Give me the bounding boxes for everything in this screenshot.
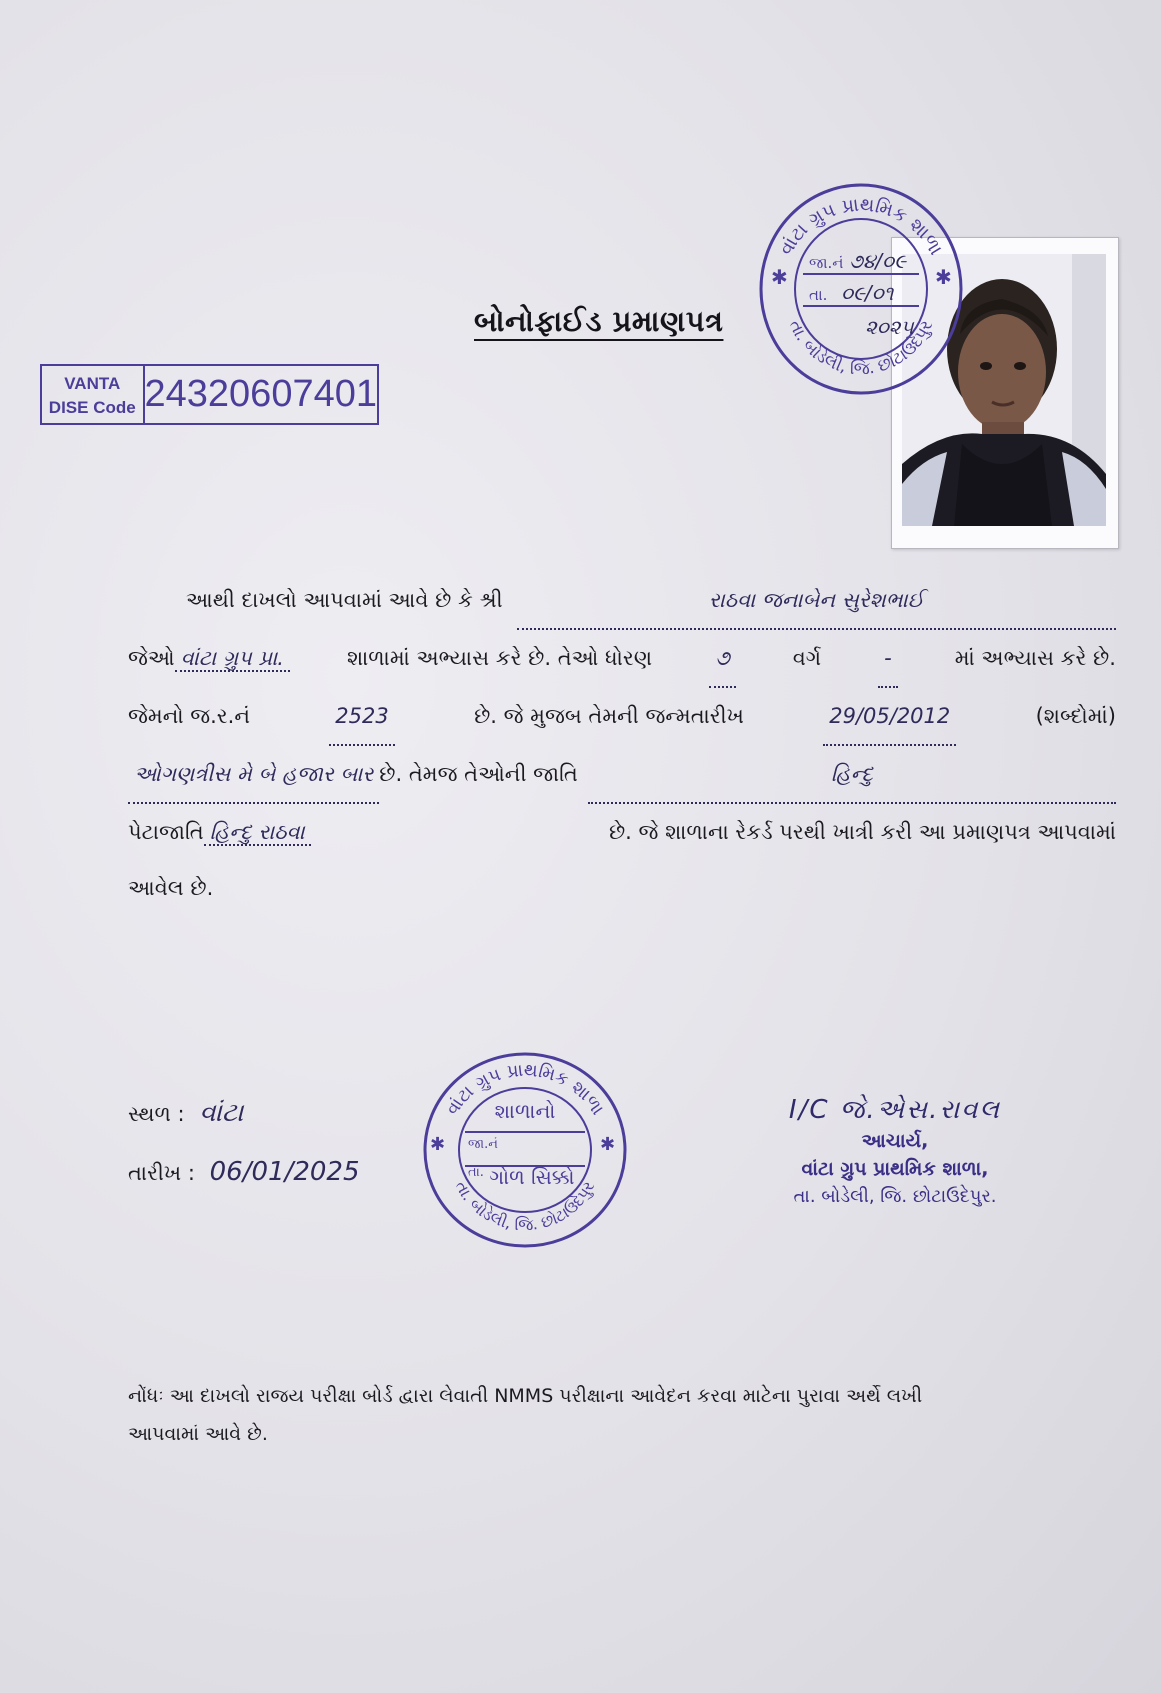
school-name-handwritten: વાંટા ગ્રુપ પ્રા. (175, 646, 290, 672)
date-of-birth: 29/05/2012 (823, 688, 956, 746)
note-line-2: આપવામાં આવે છે. (128, 1423, 268, 1445)
center-seal-bottom-text: તા. બોડેલી, જિ. છોટાઉદેપુર (451, 1177, 599, 1235)
top-seal-ring-text: વાંટા ગ્રુપ પ્રાથમિક શાળા (774, 193, 947, 260)
dise-code-stamp (40, 364, 379, 425)
body-line-2 (128, 630, 1116, 688)
center-seal-ring-text: વાંટા ગ્રુપ પ્રાથમિક શાળા (441, 1059, 609, 1120)
star-icon: ✱ (430, 1134, 446, 1155)
subcaste-value: હિન્દુ રાઠવા (204, 820, 311, 846)
center-seal-line1: શાળાનો (494, 1099, 556, 1123)
caste-value: હિન્દુ (588, 746, 1116, 804)
body-text: છે. જે મુજબ તેમની જન્મતારીખ (474, 704, 744, 728)
gr-number: 2523 (329, 688, 394, 746)
body-text: છે. જે શાળાના રેકર્ડ પરથી ખાત્રી કરી આ પ્રમાણપત્ર આપવામાં (608, 820, 1116, 844)
center-school-seal (420, 1048, 630, 1252)
note-line-1: નોંધઃ આ દાખલો રાજય પરીક્ષા બોર્ડ દ્વારા લેવાતી NMMS પરીક્ષાના આવેદન કરવા માટેના પુરાવા અર્થે લખી (128, 1385, 923, 1407)
student-name: રાઠવા જનાબેન સુરેશભાઈ (517, 572, 1116, 630)
signature-address: તા. બોડેલી, જિ. છોટાઉદેપુર. (793, 1186, 997, 1207)
signature-handwritten: I/C જે.એસ.રાવલ (788, 1095, 1002, 1125)
body-text: વર્ગ (792, 646, 822, 670)
division-value: - (878, 630, 898, 688)
center-seal-line1-label: જા.નં (468, 1137, 498, 1152)
top-seal-line1-label: જા.નં (809, 254, 844, 272)
certificate-title: બોનોફાઈડ પ્રમાણપત્ર (474, 304, 724, 338)
date-label: તારીખ : (128, 1161, 195, 1185)
body-text: પેટાજાતિ (128, 820, 204, 844)
signature-school: વાંટા ગ્રુપ પ્રાથમિક શાળા, (801, 1158, 989, 1180)
body-text: જેમનો જ.ર.નં (128, 704, 250, 728)
footer-note (128, 1377, 1068, 1453)
place-field (128, 1098, 243, 1129)
principal-signature-block (745, 1095, 1045, 1207)
dise-label-line2: DISE Code (48, 398, 136, 417)
top-seal-line3-value: ૨૦૨૫ (865, 315, 914, 339)
star-icon: ✱ (771, 265, 788, 289)
dise-code-value: 24320607401 (144, 373, 377, 415)
body-line-6 (128, 860, 1116, 916)
body-line-3 (128, 688, 1116, 746)
place-label: સ્થળ : (128, 1102, 185, 1126)
place-value: વાંટા (199, 1098, 244, 1128)
body-text: માં અભ્યાસ કરે છે. (954, 646, 1116, 670)
dob-in-words: ઓગણત્રીસ મે બે હજાર બાર (128, 746, 379, 804)
certificate-body (128, 572, 1116, 916)
dise-label (42, 366, 145, 423)
center-seal-line2: ગોળ સિક્કો (489, 1165, 575, 1189)
top-seal-line2-label: તા. (809, 286, 828, 304)
star-icon: ✱ (600, 1134, 616, 1155)
body-text: જેઓ (128, 646, 175, 670)
body-text: (શબ્દોમાં) (1035, 704, 1116, 728)
body-text: છે. તેમજ તેઓની જાતિ (379, 762, 578, 786)
date-value: 06/01/2025 (209, 1157, 360, 1187)
body-line-1 (128, 572, 1116, 630)
body-line-5 (128, 804, 1116, 860)
top-school-seal (753, 178, 969, 400)
center-seal-line2-label: તા. (468, 1165, 484, 1180)
top-seal-line1-value: ૭૪/૦૯ (849, 249, 906, 273)
body-text: આથી દાખલો આપવામાં આવે છે કે શ્રી (186, 588, 503, 612)
date-field (128, 1157, 360, 1187)
body-line-4 (128, 746, 1116, 804)
signature-role: આચાર્ય, (861, 1130, 929, 1152)
standard-value: ૭ (709, 630, 736, 688)
dise-label-line1: VANTA (64, 374, 121, 393)
top-seal-bottom-text: તા. બોડેલી, જિ. છોટાઉદેપુર (784, 317, 938, 380)
top-seal-line2-value: ૦૯/૦૧ (841, 281, 894, 305)
body-text: શાળામાં અભ્યાસ કરે છે. તેઓ ધોરણ (346, 646, 653, 670)
star-icon: ✱ (935, 265, 952, 289)
body-text: આવેલ છે. (128, 876, 214, 900)
